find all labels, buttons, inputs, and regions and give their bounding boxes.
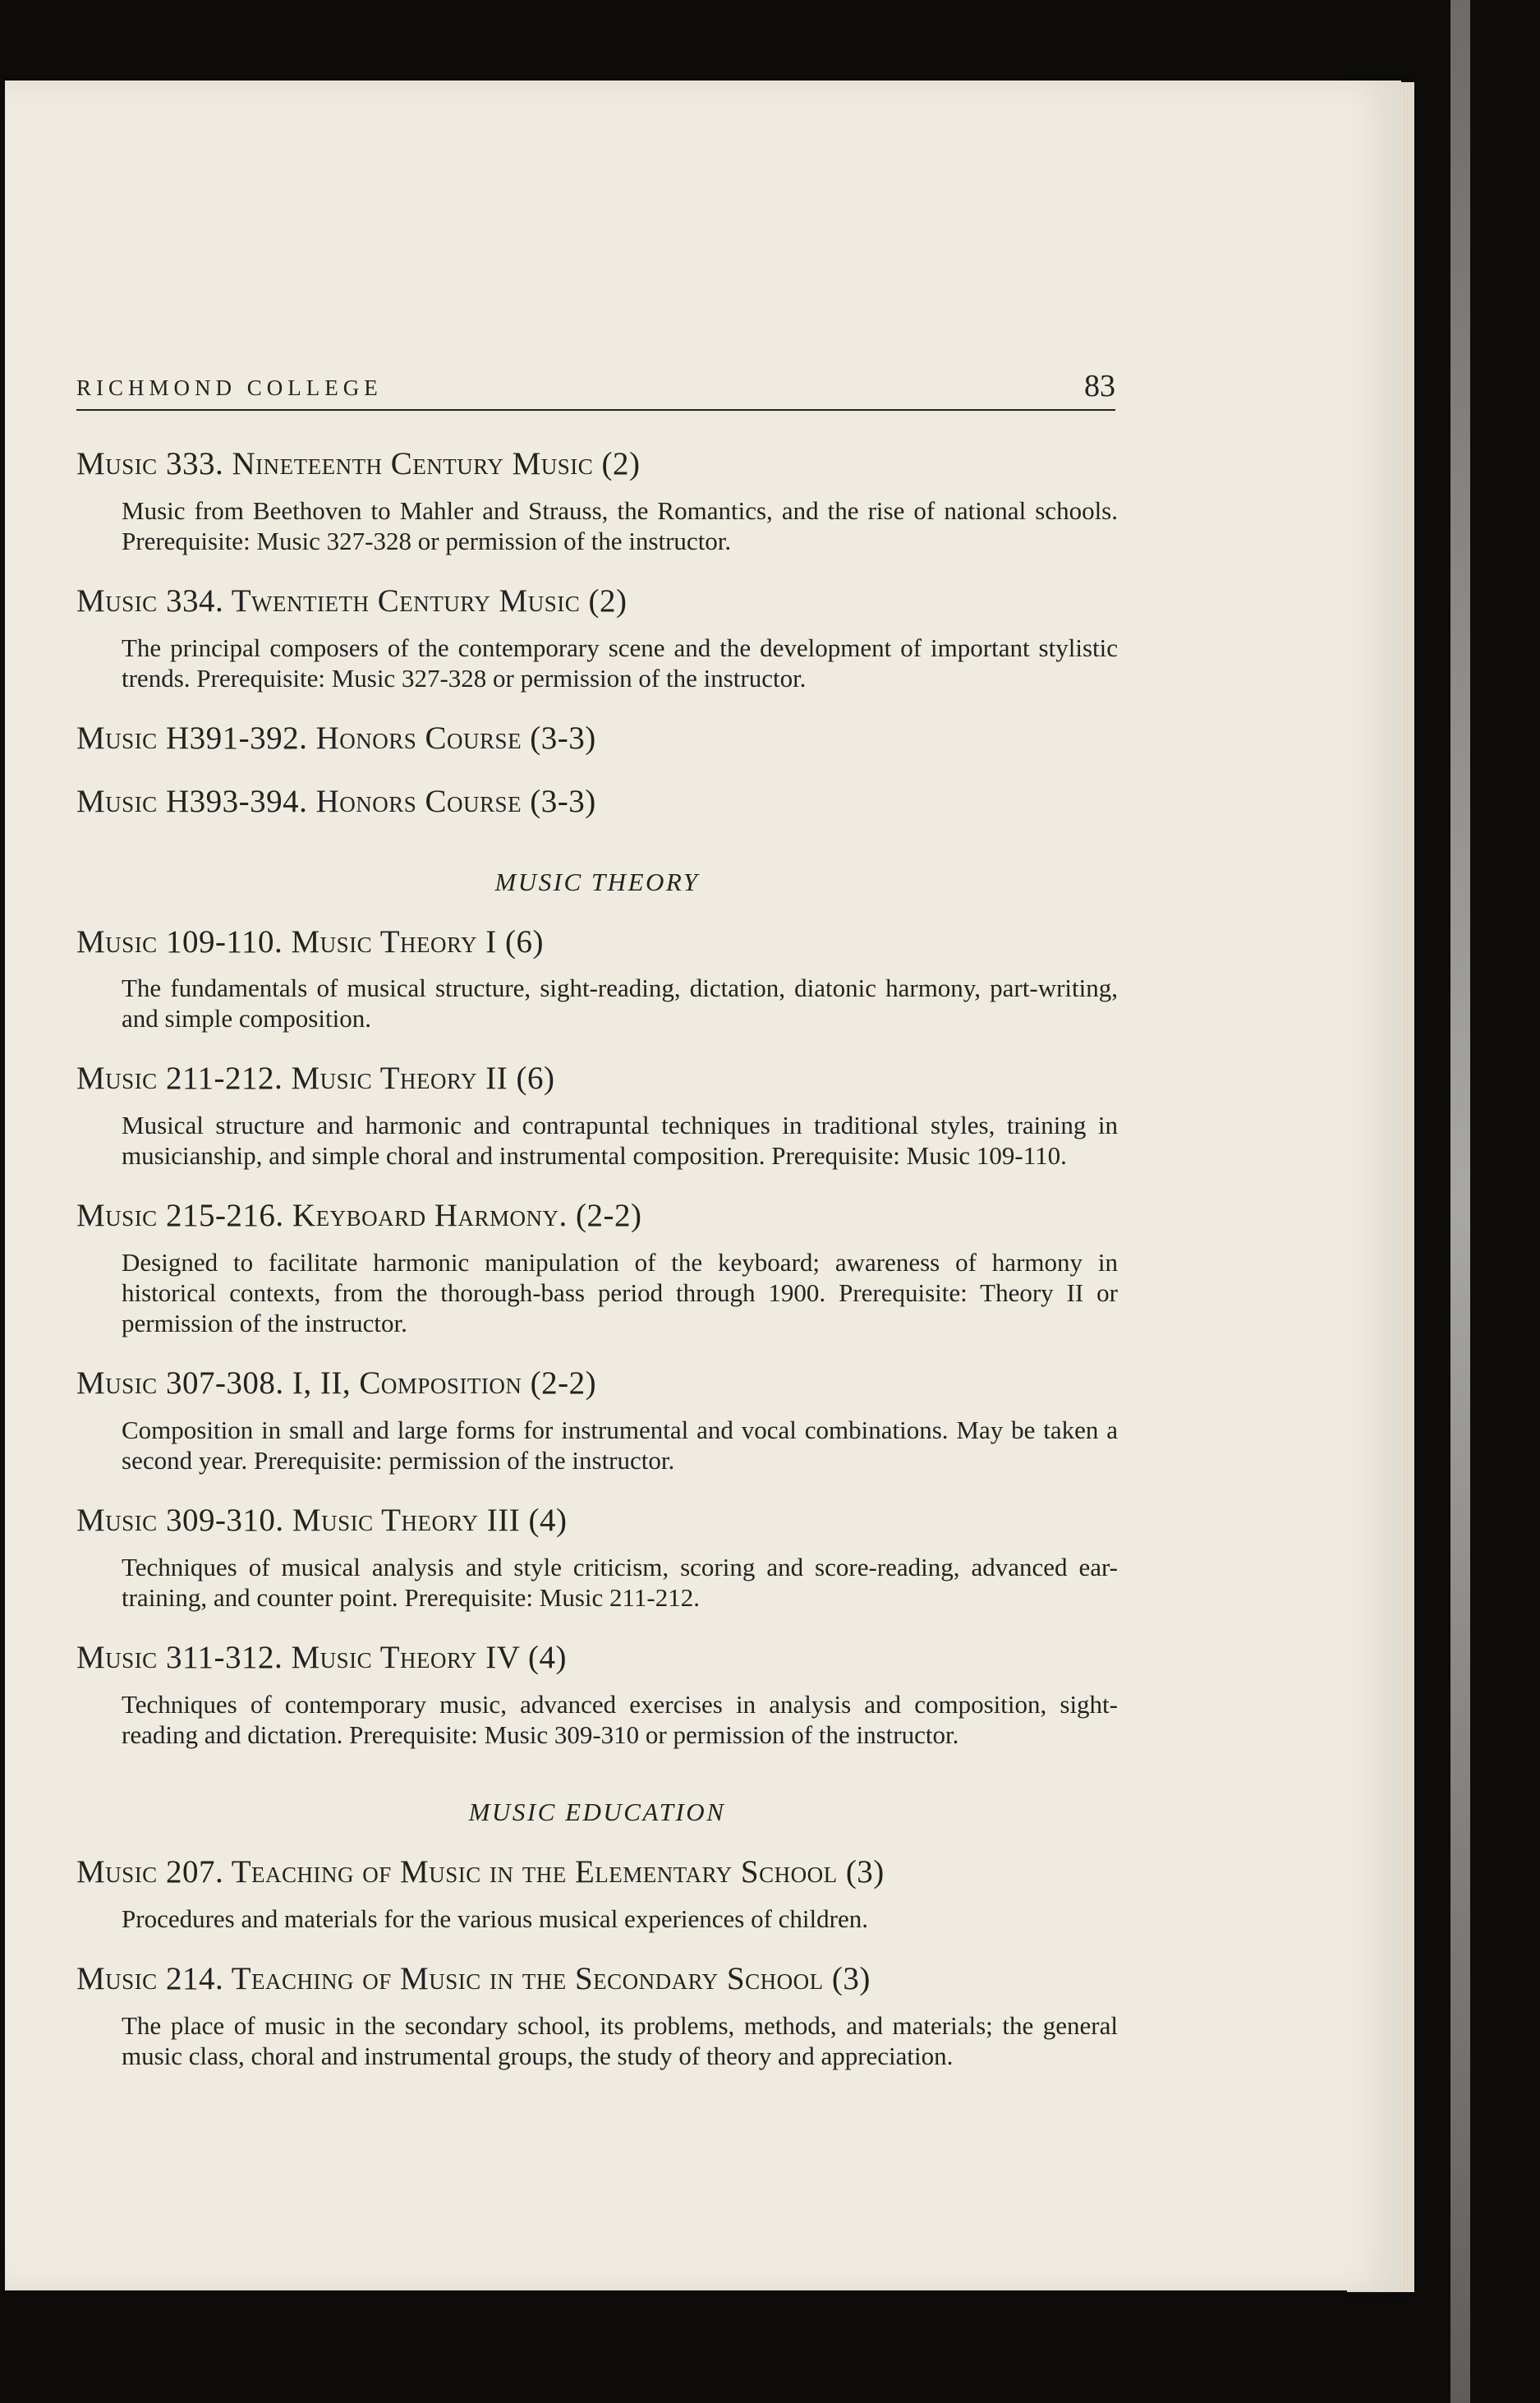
course-title-music-215: Music 215-216. Keyboard Harmony. (2-2) — [76, 1198, 642, 1234]
course-description-music-211: Musical structure and harmonic and contrapuntal techniques in traditional styles, training in musicianship, and simple choral and instrumental composition. Prerequisite: Music 109-110. — [122, 1111, 1118, 1171]
course-listing — [76, 424, 1118, 2071]
book-page — [5, 81, 1401, 2290]
course-title-music-109: Music 109-110. Music Theory I (6) — [76, 923, 545, 960]
page-header — [76, 370, 1115, 411]
course-title-music-307: Music 307-308. I, II, Composition (2-2) — [76, 1365, 597, 1402]
course-description-music-311: Techniques of contemporary music, advanced exercises in analysis and composition, sight-reading and dictation. Prerequisite: Music 309-310 or permission of the instructor. — [122, 1689, 1118, 1749]
course-description-music-214: The place of music in the secondary school, its problems, methods, and materials; the general music class, choral and instrumental groups, the study of theory and appreciation. — [122, 2010, 1118, 2070]
running-head: RICHMOND COLLEGE — [76, 375, 383, 400]
course-description-music-334: The principal composers of the contemporary scene and the development of important stylistic trends. Prerequisite: Music 327-328 or permission of the instructor. — [122, 633, 1118, 693]
scan-color-strip — [1450, 0, 1470, 2403]
course-title-music-211: Music 211-212. Music Theory II (6) — [76, 1061, 555, 1097]
course-description-music-215: Designed to facilitate harmonic manipulation of the keyboard; awareness of harmony in historical contexts, from the thorough-bass period through 1900. Prerequisite: Theory II or permission of the instructor. — [122, 1248, 1118, 1338]
page-number: 83 — [1084, 369, 1115, 403]
course-title-music-333: Music 333. Nineteenth Century Music (2) — [76, 446, 641, 481]
course-title-music-h391: Music H391-392. Honors Course (3-3) — [76, 720, 596, 756]
course-title-music-h393: Music H393-394. Honors Course (3-3) — [76, 783, 596, 819]
course-description-music-333: Music from Beethoven to Mahler and Strauss, the Romantics, and the rise of national schools. Prerequisite: Music 327-328 or permission of the instructor. — [122, 495, 1118, 555]
course-title-music-207: Music 207. Teaching of Music in the Elementary School (3) — [76, 1853, 885, 1890]
course-description-music-207: Procedures and materials for the various musical experiences of children. — [122, 1904, 868, 1933]
course-title-music-214: Music 214. Teaching of Music in the Secondary School (3) — [76, 1960, 871, 1996]
course-title-music-334: Music 334. Twentieth Century Music (2) — [76, 582, 627, 619]
course-description-music-309: Techniques of musical analysis and style criticism, scoring and score-reading, advanced ear-training, and counter point. Prerequisite: Music 211-212. — [122, 1553, 1118, 1613]
course-description-music-307: Composition in small and large forms for instrumental and vocal combinations. May be taken a second year. Prerequisite: permission of the instructor. — [122, 1416, 1118, 1475]
section-heading-music-theory: MUSIC THEORY — [494, 867, 700, 896]
course-description-music-109: The fundamentals of musical structure, sight-reading, dictation, diatonic harmony, part-writing, and simple composition. — [122, 974, 1118, 1033]
section-heading-music-education: MUSIC EDUCATION — [468, 1797, 726, 1826]
course-title-music-311: Music 311-312. Music Theory IV (4) — [76, 1640, 567, 1676]
course-title-music-309: Music 309-310. Music Theory III (4) — [76, 1503, 568, 1539]
